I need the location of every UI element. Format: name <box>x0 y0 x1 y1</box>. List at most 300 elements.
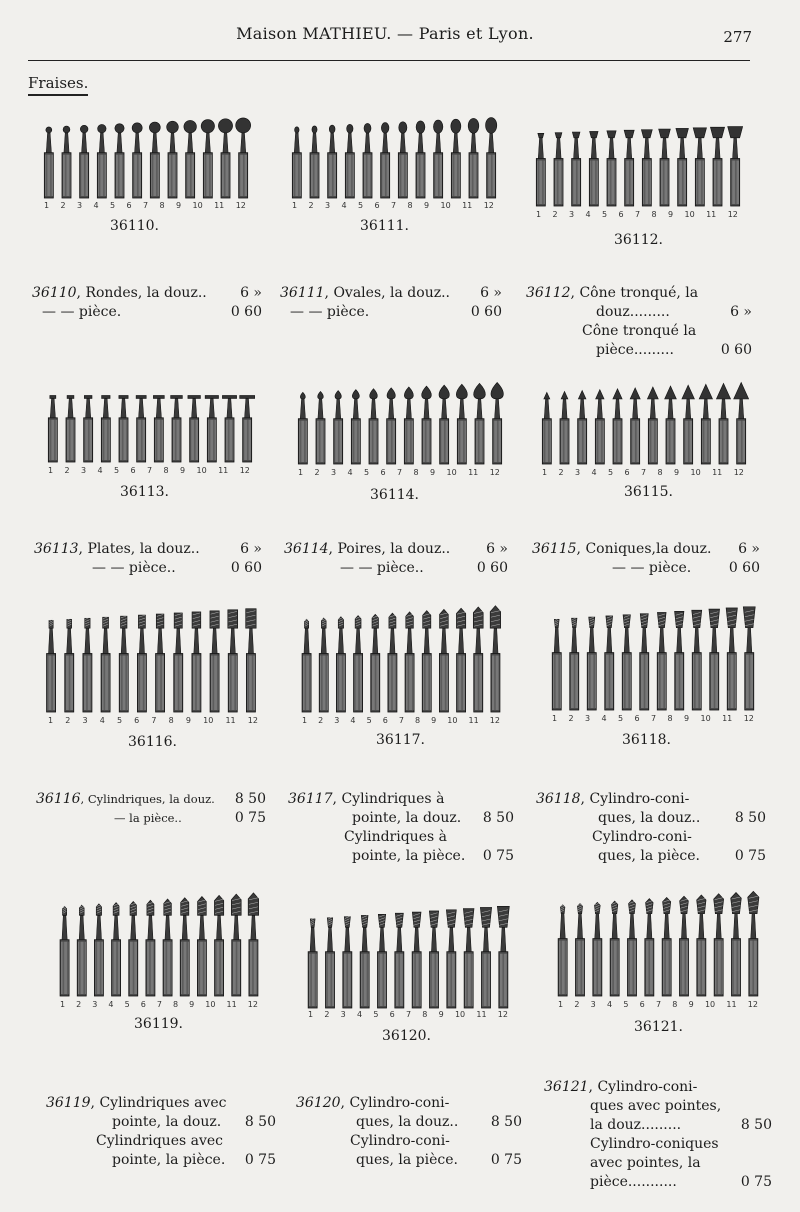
index-number: 3 <box>331 468 337 477</box>
bur-illustration-1 <box>308 918 317 1008</box>
bur-illustration-6 <box>381 123 390 198</box>
index-number: 11 <box>722 714 733 723</box>
desc-line: , Cylindriques avec <box>90 1095 227 1111</box>
bur-illustration-12 <box>728 127 743 206</box>
item-number: 36116 <box>36 791 81 807</box>
index-number: 7 <box>655 1000 662 1009</box>
bur-illustration-6 <box>645 899 654 996</box>
bur-illustration-2 <box>62 126 71 198</box>
tool-group-36112 <box>532 118 744 208</box>
index-number: 2 <box>324 1010 330 1019</box>
desc-line: ques, la pièce. <box>598 848 700 864</box>
index-number: 11 <box>476 1010 487 1019</box>
bur-illustration-7 <box>657 612 666 710</box>
bur-illustration-2 <box>77 905 86 996</box>
desc-line: — — pièce. <box>290 304 370 320</box>
bur-illustration-11 <box>231 894 241 996</box>
bur-illustration-8 <box>180 898 189 996</box>
index-number: 8 <box>414 716 421 725</box>
bur-illustration-4 <box>112 903 121 996</box>
bur-illustration-2 <box>554 133 563 206</box>
index-number: 5 <box>602 210 608 219</box>
price: 0 75 <box>740 1174 772 1190</box>
price: 8 50 <box>740 1117 772 1133</box>
bur-illustration-5 <box>369 389 378 464</box>
bur-illustration-6 <box>137 615 146 712</box>
index-number: 12 <box>733 468 744 477</box>
desc-line: la douz......... <box>590 1117 682 1133</box>
index-number: 3 <box>81 466 87 475</box>
index-number: 10 <box>700 714 711 723</box>
index-number: 2 <box>318 716 324 725</box>
bur-illustration-10 <box>205 395 218 462</box>
index-number: 4 <box>601 714 607 723</box>
index-number: 7 <box>143 201 149 210</box>
index-number: 9 <box>430 468 436 477</box>
price: 8 50 <box>234 791 266 807</box>
index-number: 3 <box>569 210 575 219</box>
index-number: 6 <box>130 466 136 475</box>
bur-illustration-8 <box>167 121 179 198</box>
index-numbers-36120 <box>308 1010 508 1019</box>
bur-illustration-2 <box>576 904 585 996</box>
index-number: 4 <box>347 468 353 477</box>
tool-group-36121 <box>554 890 762 998</box>
bur-illustration-10 <box>210 611 219 712</box>
index-number: 4 <box>93 201 99 210</box>
index-number: 12 <box>235 201 246 210</box>
index-number: 11 <box>218 466 229 475</box>
index-number: 2 <box>64 466 70 475</box>
bur-illustration-5 <box>607 131 616 206</box>
bur-illustration-9 <box>184 120 197 198</box>
bur-illustration-8 <box>659 129 671 206</box>
index-number: 6 <box>634 714 640 723</box>
desc-line: pointe, la pièce. <box>352 848 466 864</box>
tool-group-36111 <box>288 114 500 200</box>
tool-group-36116 <box>42 604 260 714</box>
bur-illustration-10 <box>463 909 474 1008</box>
index-number: 7 <box>151 716 157 725</box>
bur-illustration-6 <box>146 900 155 996</box>
index-number: 9 <box>438 1010 444 1019</box>
index-number: 4 <box>606 1000 613 1009</box>
bur-illustration-11 <box>474 383 486 464</box>
index-number: 9 <box>185 716 191 725</box>
bur-illustration-3 <box>572 132 581 206</box>
desc-36118 <box>536 790 766 866</box>
item-number: 36115 <box>532 541 577 557</box>
index-number: 11 <box>214 201 225 210</box>
index-number: 11 <box>226 1000 237 1009</box>
index-number: 5 <box>364 468 370 477</box>
index-number: 9 <box>176 201 182 210</box>
desc-line: Cylindriques avec <box>96 1133 224 1149</box>
item-number: 36113 <box>34 541 79 557</box>
index-number: 3 <box>590 1000 596 1009</box>
index-numbers-36118 <box>552 714 754 723</box>
ref-36117: 36117. <box>376 732 425 748</box>
index-number: 8 <box>667 714 673 723</box>
bur-illustration-3 <box>334 391 343 464</box>
desc-line: Cylindro-coniques <box>590 1136 719 1152</box>
item-number: 36119 <box>46 1095 91 1111</box>
bur-illustration-2 <box>560 391 569 464</box>
price: 0 60 <box>476 560 508 576</box>
index-number: 11 <box>726 1000 737 1009</box>
index-number: 5 <box>358 201 364 210</box>
bur-illustration-11 <box>473 607 483 712</box>
desc-36113 <box>34 540 262 578</box>
index-number: 4 <box>356 1010 363 1019</box>
bur-illustration-3 <box>593 902 602 996</box>
page-header <box>0 24 800 54</box>
bur-illustration-6 <box>387 388 396 464</box>
index-number: 1 <box>302 716 308 725</box>
index-number: 10 <box>440 201 451 210</box>
index-number: 1 <box>536 210 542 219</box>
bur-illustration-12 <box>748 891 759 996</box>
desc-line: Cylindriques à <box>344 829 447 845</box>
index-number: 3 <box>325 201 331 210</box>
index-number: 12 <box>489 716 500 725</box>
desc-line: pointe, la douz. <box>352 810 462 826</box>
bur-illustration-4 <box>345 124 354 198</box>
index-number: 5 <box>110 201 116 210</box>
index-number: 5 <box>114 466 120 475</box>
ref-36115: 36115. <box>624 484 673 500</box>
bur-illustration-11 <box>468 118 479 198</box>
index-number: 7 <box>635 210 641 219</box>
index-number: 1 <box>298 468 304 477</box>
desc-line: , Cylindro-coni- <box>588 1079 698 1095</box>
index-number: 5 <box>366 716 372 725</box>
bur-illustration-3 <box>578 391 587 464</box>
header-rule <box>28 60 750 61</box>
desc-line: , Cylindro-coni- <box>580 791 690 807</box>
desc-line: , Cône tronqué, la <box>570 285 699 301</box>
bur-illustration-11 <box>480 907 491 1008</box>
desc-line: , Ovales, la douz.. <box>324 285 450 301</box>
ref-36113: 36113. <box>120 484 169 500</box>
bur-illustration-12 <box>486 118 497 198</box>
index-number: 1 <box>552 714 558 723</box>
desc-36117 <box>288 790 514 866</box>
index-number: 1 <box>60 1000 66 1009</box>
price: 0 75 <box>734 848 766 864</box>
ref-36121: 36121. <box>634 1019 683 1035</box>
index-number: 1 <box>542 468 548 477</box>
bur-illustration-4 <box>354 616 363 712</box>
desc-line: , Cylindriques à <box>332 791 445 807</box>
index-number: 2 <box>65 716 71 725</box>
index-number: 1 <box>48 466 54 475</box>
desc-line: ques avec pointes, <box>590 1098 722 1114</box>
bur-illustration-6 <box>624 130 634 206</box>
index-numbers-36121 <box>558 1000 758 1009</box>
index-number: 3 <box>77 201 83 210</box>
index-number: 11 <box>712 468 723 477</box>
index-number: 7 <box>156 1000 162 1009</box>
index-number: 5 <box>116 716 123 725</box>
index-number: 6 <box>389 1010 395 1019</box>
index-number: 12 <box>247 716 258 725</box>
index-number: 10 <box>196 466 207 475</box>
tool-group-36120 <box>304 904 512 1010</box>
index-number: 11 <box>706 210 717 219</box>
index-number: 6 <box>374 201 380 210</box>
ref-36118: 36118. <box>622 732 671 748</box>
bur-illustration-4 <box>97 124 106 198</box>
index-number: 11 <box>225 716 236 725</box>
index-number: 6 <box>618 210 624 219</box>
index-number: 12 <box>727 210 738 219</box>
bur-illustration-12 <box>497 906 509 1008</box>
index-number: 8 <box>672 1000 678 1009</box>
item-number: 36114 <box>284 541 329 557</box>
bur-illustration-6 <box>132 123 142 198</box>
bur-illustration-1 <box>47 619 56 712</box>
bur-illustration-5 <box>129 901 138 996</box>
bur-illustration-6 <box>640 614 649 710</box>
price: 6 » <box>486 541 508 557</box>
price: 6 » <box>480 285 502 301</box>
index-number: 10 <box>447 716 458 725</box>
page-title: Maison MATHIEU. — Paris et Lyon. <box>236 24 534 43</box>
desc-36115 <box>532 540 760 578</box>
ref-36112: 36112. <box>614 232 663 248</box>
price: 0 60 <box>230 304 262 320</box>
bur-illustration-1 <box>552 618 561 710</box>
index-number: 10 <box>203 716 214 725</box>
desc-36114 <box>284 540 508 578</box>
index-number: 11 <box>462 201 473 210</box>
bur-illustration-7 <box>398 122 407 198</box>
index-number: 2 <box>552 210 558 219</box>
index-number: 7 <box>405 1010 412 1019</box>
index-number: 12 <box>239 466 250 475</box>
bur-illustration-7 <box>163 899 172 996</box>
index-number: 10 <box>446 468 457 477</box>
index-number: 11 <box>468 468 479 477</box>
bur-illustration-10 <box>456 608 465 712</box>
bur-illustration-2 <box>319 618 328 712</box>
index-number: 10 <box>690 468 701 477</box>
ref-36116: 36116. <box>128 734 177 750</box>
bur-illustration-11 <box>726 608 737 710</box>
bur-illustration-7 <box>156 614 165 712</box>
index-number: 12 <box>743 714 754 723</box>
bur-illustration-7 <box>641 130 652 206</box>
bur-illustration-5 <box>613 389 622 464</box>
ref-36114: 36114. <box>370 487 419 503</box>
bur-illustration-8 <box>665 386 677 464</box>
bur-illustration-8 <box>429 911 438 1008</box>
desc-line: , Cylindro-coni- <box>340 1095 450 1111</box>
desc-line: — — pièce.. <box>340 560 424 576</box>
price: 0 75 <box>482 848 514 864</box>
bur-illustration-10 <box>709 609 720 710</box>
price: 0 60 <box>720 342 752 358</box>
bur-illustration-10 <box>201 120 214 198</box>
bur-illustration-3 <box>336 617 345 712</box>
index-number: 4 <box>591 468 597 477</box>
desc-line: — — pièce.. <box>92 560 176 576</box>
index-number: 3 <box>575 468 581 477</box>
price: 8 50 <box>734 810 766 826</box>
index-numbers-36110 <box>44 201 246 210</box>
bur-illustration-6 <box>136 395 146 462</box>
bur-illustration-2 <box>310 126 319 198</box>
bur-illustration-3 <box>587 617 596 710</box>
index-number: 3 <box>82 716 88 725</box>
bur-illustration-10 <box>214 895 223 996</box>
bur-illustration-10 <box>714 894 724 996</box>
index-number: 7 <box>651 714 657 723</box>
tool-group-36114 <box>294 380 506 466</box>
index-numbers-36119 <box>60 1000 258 1009</box>
price: 6 » <box>240 541 262 557</box>
bur-illustration-1 <box>558 904 567 996</box>
desc-line: Cylindro-coni- <box>350 1133 450 1149</box>
index-numbers-36113 <box>48 466 250 475</box>
desc-36120 <box>296 1094 522 1170</box>
bur-illustration-4 <box>101 395 110 462</box>
bur-illustration-9 <box>197 897 206 996</box>
bur-illustration-10 <box>456 384 467 464</box>
bur-illustration-12 <box>246 609 257 712</box>
desc-line: ques, la douz.. <box>598 810 701 826</box>
bur-illustration-9 <box>676 128 689 206</box>
price: 6 » <box>738 541 760 557</box>
index-number: 9 <box>668 210 674 219</box>
bur-illustration-9 <box>188 395 201 462</box>
tool-group-36118 <box>548 604 758 712</box>
bur-illustration-12 <box>248 893 259 996</box>
item-number: 36121 <box>544 1079 589 1095</box>
index-number: 3 <box>585 714 591 723</box>
bur-illustration-8 <box>422 611 431 712</box>
bur-illustration-4 <box>589 131 598 206</box>
bur-illustration-5 <box>628 900 637 996</box>
bur-illustration-9 <box>446 910 456 1008</box>
index-number: 1 <box>48 716 54 725</box>
index-number: 10 <box>684 210 695 219</box>
index-number: 6 <box>639 1000 645 1009</box>
bur-illustration-5 <box>115 124 124 198</box>
desc-line: , Poires, la douz.. <box>328 541 451 557</box>
index-number: 1 <box>308 1010 314 1019</box>
bur-illustration-9 <box>692 610 702 710</box>
bur-illustration-3 <box>83 617 92 712</box>
bur-illustration-5 <box>622 615 631 710</box>
index-number: 5 <box>618 714 624 723</box>
desc-line: Cylindro-coni- <box>592 829 692 845</box>
bur-illustration-12 <box>743 607 755 710</box>
bur-illustration-12 <box>240 395 255 462</box>
bur-illustration-8 <box>416 121 425 198</box>
index-number: 1 <box>44 201 50 210</box>
index-number: 9 <box>189 1000 195 1009</box>
desc-36121 <box>544 1078 772 1192</box>
index-number: 8 <box>163 466 169 475</box>
bur-illustration-11 <box>731 892 742 996</box>
index-number: 4 <box>97 466 103 475</box>
bur-illustration-5 <box>371 614 380 712</box>
index-number: 2 <box>558 468 564 477</box>
index-number: 10 <box>454 1010 466 1019</box>
desc-36110 <box>32 284 262 322</box>
price: 6 » <box>730 304 752 320</box>
index-number: 7 <box>398 716 404 725</box>
bur-illustration-2 <box>570 618 579 710</box>
index-number: 8 <box>407 201 413 210</box>
index-number: 12 <box>489 468 500 477</box>
bur-illustration-11 <box>218 119 232 198</box>
desc-line: Cône tronqué la <box>582 323 697 339</box>
index-number: 2 <box>568 714 574 723</box>
index-number: 7 <box>391 201 397 210</box>
bur-illustration-3 <box>80 125 89 198</box>
price: 0 60 <box>230 560 262 576</box>
bur-illustration-9 <box>682 385 695 464</box>
index-number: 4 <box>350 716 356 725</box>
bur-illustration-3 <box>84 395 93 462</box>
bur-illustration-5 <box>378 914 387 1008</box>
index-number: 2 <box>314 468 320 477</box>
bur-illustration-5 <box>363 123 372 198</box>
index-number: 10 <box>704 1000 716 1009</box>
index-numbers-36112 <box>536 210 738 219</box>
bur-illustration-1 <box>60 906 69 996</box>
bur-illustration-9 <box>697 895 706 996</box>
bur-illustration-4 <box>360 915 369 1008</box>
price: 6 » <box>240 285 262 301</box>
bur-illustration-5 <box>119 395 128 462</box>
desc-36119 <box>46 1094 276 1170</box>
price: 0 75 <box>490 1152 522 1168</box>
bur-illustration-1 <box>292 127 301 198</box>
bur-illustration-10 <box>693 128 706 206</box>
index-numbers-36111 <box>292 201 494 210</box>
tool-group-36119 <box>56 892 262 998</box>
bur-illustration-12 <box>491 382 503 464</box>
bur-illustration-4 <box>610 901 619 996</box>
bur-illustration-7 <box>662 897 671 996</box>
index-number: 12 <box>483 201 494 210</box>
bur-illustration-7 <box>149 122 160 198</box>
price: 0 75 <box>234 810 266 826</box>
desc-line: ques, la pièce. <box>356 1152 458 1168</box>
bur-illustration-3 <box>94 904 103 996</box>
desc-36112 <box>526 284 752 360</box>
bur-illustration-8 <box>422 386 432 464</box>
bur-illustration-1 <box>542 392 551 464</box>
price: 0 75 <box>244 1152 276 1168</box>
bur-illustration-4 <box>351 390 360 464</box>
index-number: 4 <box>99 716 105 725</box>
desc-line: , Plates, la douz.. <box>78 541 200 557</box>
index-number: 6 <box>624 468 630 477</box>
bur-illustration-4 <box>101 617 110 712</box>
index-number: 9 <box>180 466 186 475</box>
bur-illustration-10 <box>451 119 461 198</box>
bur-illustration-3 <box>328 125 337 198</box>
desc-line: douz......... <box>596 304 670 320</box>
index-number: 11 <box>468 716 479 725</box>
bur-illustration-8 <box>680 896 689 996</box>
bur-illustration-11 <box>222 395 236 462</box>
